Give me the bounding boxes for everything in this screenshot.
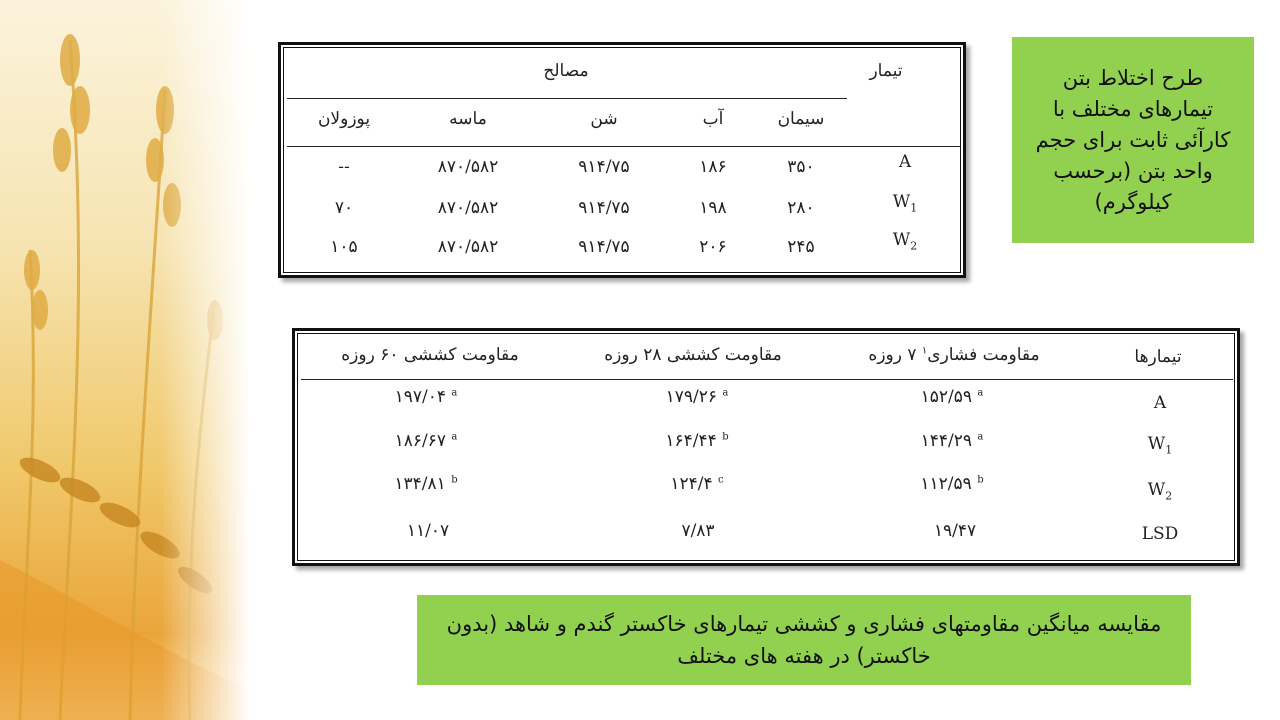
cell-sand: ۸۷۰/۵۸۲	[437, 198, 499, 218]
comparison-caption: مقایسه میانگین مقاومتهای فشاری و کششی تیمارهای خاکستر گندم و شاهد (بدون خاکستر) در هفته های مختلف	[446, 612, 1162, 668]
cell-pozzolan: --	[338, 157, 350, 177]
cell-cement: ۲۴۵	[787, 237, 815, 257]
mix-design-caption: طرح اختلاط بتن تیمارهای مختلف با کارآئی ثابت برای حجم واحد بتن (برحسب کیلوگرم)	[1035, 65, 1231, 214]
cell-water: ۱۸۶	[699, 157, 727, 177]
table-row-treatment: $W_2$	[892, 230, 918, 253]
cell-gravel: ۹۱۴/۷۵	[578, 198, 630, 218]
header-sand: ماسه	[449, 109, 487, 129]
header-pozzolan: پوزولان	[317, 109, 371, 129]
header-cement: سیمان	[777, 109, 825, 129]
header-materials: مصالح	[543, 61, 589, 81]
mix-design-caption-box	[1012, 37, 1254, 243]
header-tensile-60-day: مقاومت کششی ۶۰ روزه	[341, 345, 519, 365]
cell-tensile-28: ۱۶۴/۴۴ $^b$	[665, 431, 729, 451]
table-row-treatment: LSD	[1141, 524, 1179, 544]
cell-tensile-60: ۱۸۶/۶۷ $^a$	[394, 431, 458, 451]
cell-gravel: ۹۱۴/۷۵	[578, 157, 630, 177]
header-treatments: تیمارها	[1134, 347, 1182, 367]
header-treatment: تیمار	[869, 61, 903, 81]
comparison-caption-box	[417, 595, 1191, 685]
strength-comparison-table	[292, 328, 1240, 566]
header-rule	[301, 379, 1233, 380]
cell-sand: ۸۷۰/۵۸۲	[437, 237, 499, 257]
table-row-treatment: $W_2$	[1147, 480, 1173, 503]
cell-tensile-60: ۱۹۷/۰۴ $^a$	[394, 387, 458, 407]
header-rule	[287, 146, 961, 147]
cell-compressive-7: ۱۴۴/۲۹ $^a$	[920, 431, 984, 451]
cell-tensile-60: ۱۳۴/۸۱ $^b$	[394, 474, 458, 494]
cell-gravel: ۹۱۴/۷۵	[578, 237, 630, 257]
cell-pozzolan: ۷۰	[334, 198, 354, 218]
header-compressive-7-day: مقاومت فشاری$^۱$ ۷ روزه	[868, 345, 1040, 365]
cell-pozzolan: ۱۰۵	[330, 237, 358, 257]
table-row-treatment: A	[1153, 393, 1167, 413]
cell-tensile-28: ۱۲۴/۴ $^c$	[670, 474, 724, 494]
table-row-treatment: A	[898, 152, 912, 172]
table-row-treatment: $W_1$	[892, 192, 918, 215]
header-water: آب	[702, 109, 724, 129]
cell-tensile-28: ۱۷۹/۲۶ $^a$	[665, 387, 729, 407]
cell-compressive-7: ۱۱۲/۵۹ $^b$	[920, 474, 984, 494]
cell-cement: ۲۸۰	[787, 198, 815, 218]
header-group-rule	[287, 98, 847, 99]
cell-cement: ۳۵۰	[787, 157, 815, 177]
cell-compressive-7: ۱۵۲/۵۹ $^a$	[920, 387, 984, 407]
cell-tensile-60: ۱۱/۰۷	[406, 521, 450, 541]
cell-compressive-7: ۱۹/۴۷	[933, 521, 977, 541]
header-tensile-28-day: مقاومت کششی ۲۸ روزه	[604, 345, 782, 365]
cell-water: ۲۰۶	[699, 237, 727, 257]
wheat-background-image	[0, 0, 250, 720]
table-row-treatment: $W_1$	[1147, 434, 1173, 457]
cell-sand: ۸۷۰/۵۸۲	[437, 157, 499, 177]
cell-tensile-28: ۷/۸۳	[681, 521, 715, 541]
mix-design-table	[278, 42, 966, 278]
cell-water: ۱۹۸	[699, 198, 727, 218]
header-gravel: شن	[590, 109, 618, 129]
